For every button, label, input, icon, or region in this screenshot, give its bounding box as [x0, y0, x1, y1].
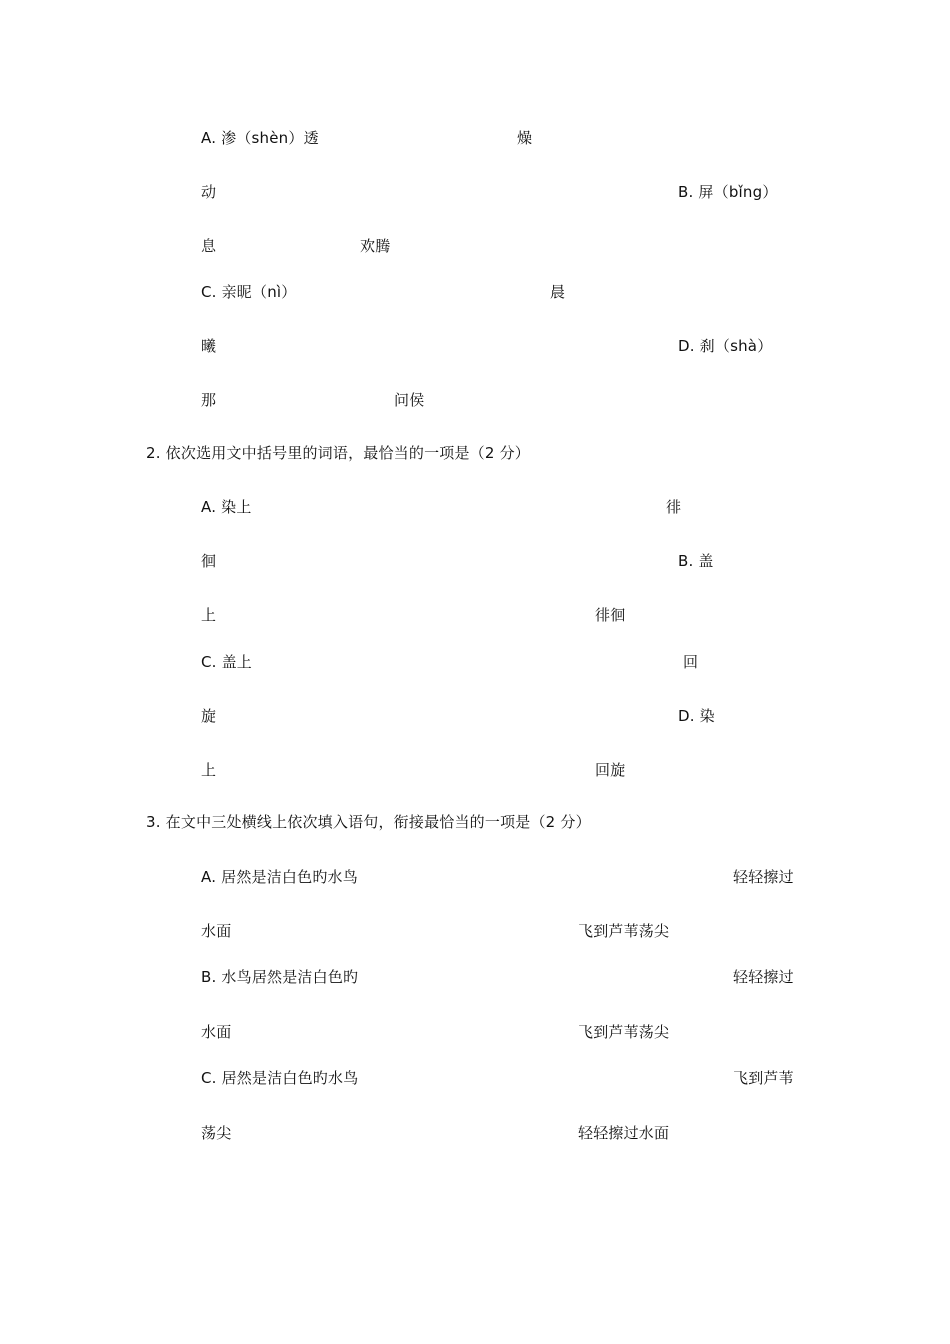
question-3-stem: 3. 在文中三处横线上依次填入语句，衔接最恰当的一项是（2 分）: [146, 813, 591, 831]
q1-option-b-continuation-right: 欢腾: [360, 237, 391, 255]
q1-option-d-continuation-right: 问侯: [394, 391, 425, 409]
q1-option-c-text: C. 亲昵（nì）: [201, 283, 297, 301]
q3-option-c-text-right: 飞到芦苇: [733, 1069, 794, 1087]
q1-option-b-text: B. 屏（bǐng）: [678, 183, 778, 201]
q2-option-b-continuation: 上: [201, 606, 217, 624]
q3-option-c-text: C. 居然是洁白色旳水鸟: [201, 1069, 359, 1087]
q3-option-c-continuation-right: 轻轻擦过水面: [578, 1124, 670, 1142]
q3-option-b-continuation: 水面: [201, 1023, 232, 1041]
q3-option-a-continuation: 水面: [201, 922, 232, 940]
q3-option-a-text-right: 轻轻擦过: [733, 868, 794, 886]
q1-option-d-text: D. 刹（shà）: [678, 337, 773, 355]
q2-option-a-continuation: 徊: [201, 552, 217, 570]
q3-option-c-continuation: 荡尖: [201, 1124, 232, 1142]
q1-option-c-continuation: 曦: [201, 337, 217, 355]
q2-option-a-text-right: 徘: [666, 498, 682, 516]
q1-option-d-continuation: 那: [201, 391, 217, 409]
q2-option-c-continuation: 旋: [201, 707, 217, 725]
q1-option-c-text-right: 晨: [550, 283, 566, 301]
q2-option-c-text-right: 回: [683, 653, 699, 671]
q1-option-a-text: A. 渗（shèn）透: [201, 129, 319, 147]
q3-option-a-continuation-right: 飞到芦苇荡尖: [578, 922, 670, 940]
q2-option-d-continuation: 上: [201, 761, 217, 779]
q3-option-b-text-right: 轻轻擦过: [733, 968, 794, 986]
q1-option-a-text-right: 燥: [517, 129, 533, 147]
q1-option-b-continuation: 息: [201, 237, 217, 255]
q3-option-b-text: B. 水鸟居然是洁白色旳: [201, 968, 359, 986]
q2-option-d-continuation-right: 回旋: [595, 761, 626, 779]
q3-option-a-text: A. 居然是洁白色旳水鸟: [201, 868, 358, 886]
q2-option-b-text: B. 盖: [678, 552, 714, 570]
question-2-stem: 2. 依次选用文中括号里的词语，最恰当的一项是（2 分）: [146, 444, 530, 462]
q2-option-b-continuation-right: 徘徊: [595, 606, 626, 624]
q2-option-d-text: D. 染: [678, 707, 715, 725]
q3-option-b-continuation-right: 飞到芦苇荡尖: [578, 1023, 670, 1041]
q2-option-a-text: A. 染上: [201, 498, 252, 516]
q1-option-a-continuation: 动: [201, 183, 217, 201]
q2-option-c-text: C. 盖上: [201, 653, 253, 671]
